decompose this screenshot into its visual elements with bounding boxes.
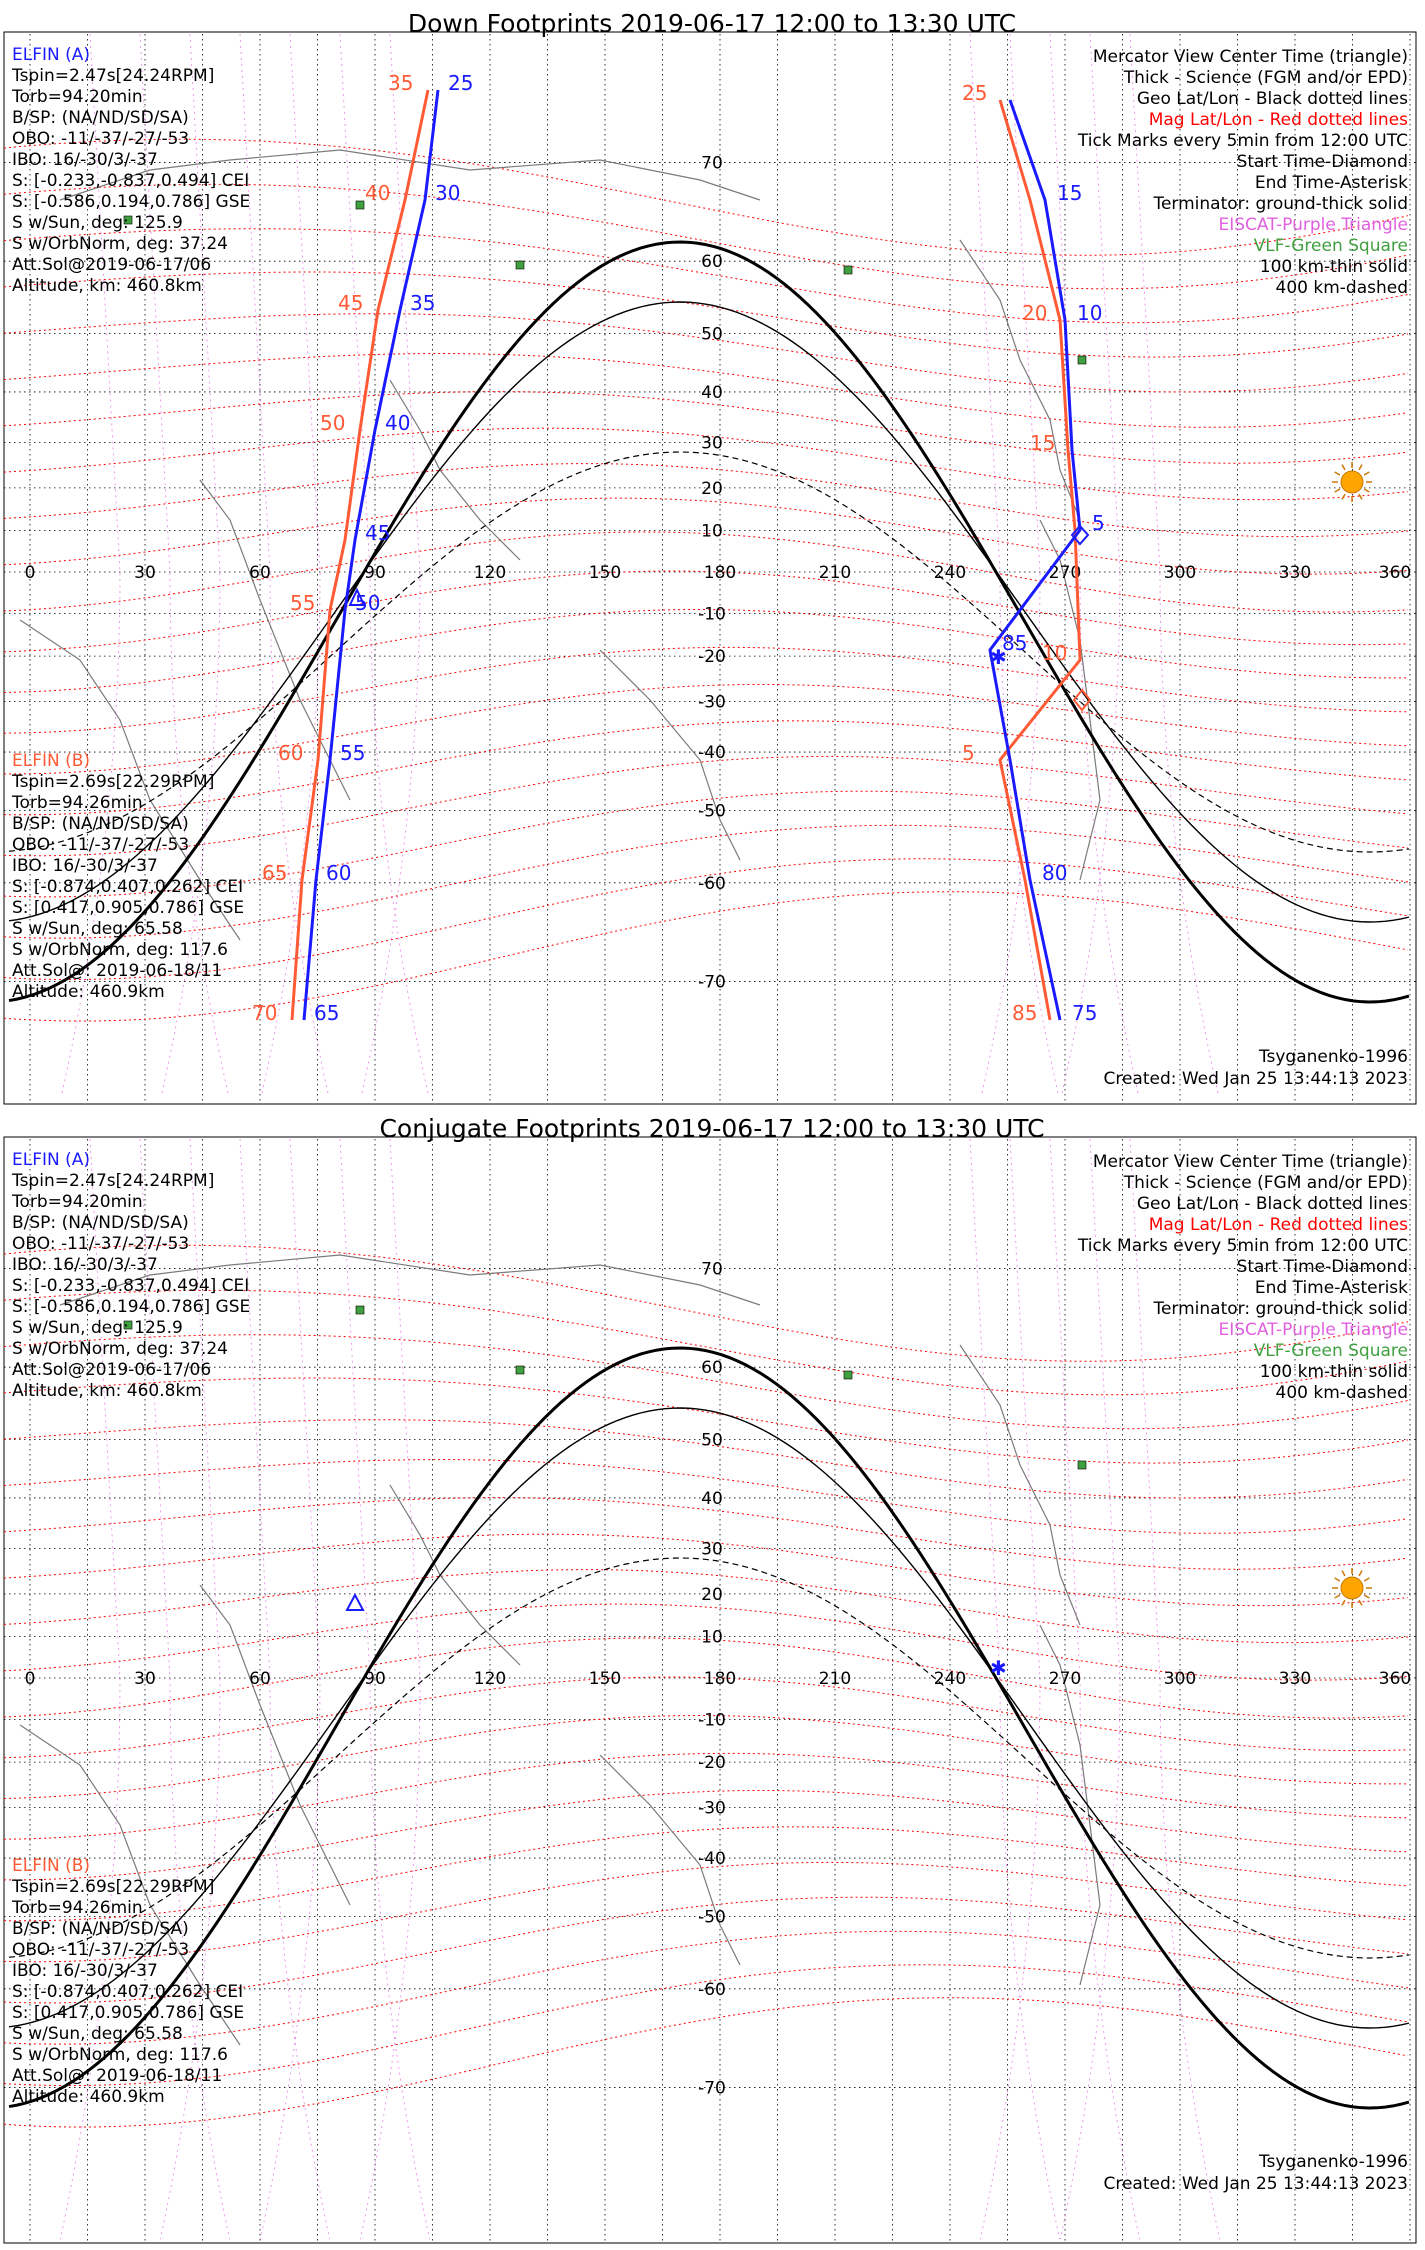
lon-label: 90: [364, 1669, 386, 1689]
tick-label: 65: [262, 861, 288, 885]
vlf-station-marker: [356, 201, 364, 209]
elfin-b-info-line: OBO: -11/-37/-27/-53: [12, 1940, 190, 1960]
lon-label: 120: [473, 563, 507, 583]
elfin-a-info-line: S w/OrbNorm, deg: 37.24: [12, 1339, 229, 1359]
elfin-a-info-line: OBO: -11/-37/-27/-53: [12, 129, 190, 149]
tick-label: 80: [1042, 861, 1068, 885]
tick-label: 50: [355, 591, 381, 615]
elfin-b-info-name: ELFIN (B): [12, 1856, 91, 1876]
elfin-a-info-name: ELFIN (A): [12, 1150, 91, 1170]
elfin-a-info-line: Att.Sol@2019-06-17/06: [12, 1360, 212, 1380]
lon-label: 0: [24, 563, 36, 583]
mag-meridian: [1050, 1139, 1140, 2239]
elfin-a-info-line: S: [-0.586,0.194,0.786] GSE: [12, 1297, 251, 1317]
tick-label: 45: [365, 521, 391, 545]
coastline: [960, 240, 1080, 520]
coastline: [390, 1485, 520, 1665]
elfin-b-info-line: Altitude: 460.9km: [12, 2087, 165, 2107]
lat-label: -30: [698, 692, 726, 713]
sun-ray: [1335, 1595, 1340, 1598]
elfin-a-info-line: B/SP: (NA/ND/SD/SA): [12, 1213, 189, 1233]
tick-label: 65: [314, 1001, 340, 1025]
lon-label: 210: [818, 563, 852, 583]
panel-title: Conjugate Footprints 2019-06-17 12:00 to 13:30 UTC: [379, 1114, 1045, 1143]
tick-label: 60: [278, 741, 304, 765]
legend-entry: 100 km-thin solid: [1259, 257, 1408, 277]
mag-meridian: [360, 1139, 420, 2239]
lat-label: -10: [698, 1710, 726, 1731]
lon-label: 180: [703, 1669, 737, 1689]
lat-label: -40: [698, 743, 726, 764]
lat-label: 70: [701, 1259, 723, 1280]
mag-meridian: [340, 1139, 430, 2239]
tick-label: 5: [1092, 511, 1105, 535]
legend-entry: 100 km-thin solid: [1259, 1362, 1408, 1382]
tick-label: 15: [1057, 181, 1083, 205]
lon-label: 30: [134, 563, 156, 583]
vlf-station-marker: [1078, 356, 1086, 364]
vlf-station-marker: [844, 1371, 852, 1379]
lat-label: 50: [701, 324, 723, 345]
elfin-b-info-line: IBO: 16/-30/3/-37: [12, 856, 158, 876]
elfin-b-info-line: S: [-0.874,0.407,0.262] CEI: [12, 877, 244, 897]
sun-ray: [1342, 1571, 1345, 1576]
tick-label: 45: [338, 291, 364, 315]
elfin-b-info-line: OBO: -11/-37/-27/-53: [12, 835, 190, 855]
legend-entry: End Time-Asterisk: [1254, 173, 1408, 193]
tick-label: 15: [1030, 431, 1056, 455]
elfin-b-info-line: S w/OrbNorm, deg: 117.6: [12, 2045, 229, 2065]
lon-label: 120: [473, 1669, 507, 1689]
elfin-b-info-line: B/SP: (NA/ND/SD/SA): [12, 1919, 189, 1939]
tick-label: 50: [320, 411, 346, 435]
elfin-a-info-line: S: [-0.586,0.194,0.786] GSE: [12, 192, 251, 212]
lon-label: 240: [933, 1669, 967, 1689]
sun-ray: [1335, 1578, 1340, 1581]
legend-entry: End Time-Asterisk: [1254, 1278, 1408, 1298]
tick-label: 35: [410, 291, 436, 315]
legend-entry: Mercator View Center Time (triangle): [1092, 47, 1408, 67]
elfin-a-info-line: Altitude, km: 460.8km: [12, 1381, 202, 1401]
lat-label: -50: [698, 1907, 726, 1928]
elfin-b-info-line: S: [0.417,0.905,0.786] GSE: [12, 898, 245, 918]
elfin-a-info-line: S: [-0.233,-0.837,0.494] CEI: [12, 1276, 250, 1296]
panel-title: Down Footprints 2019-06-17 12:00 to 13:30 UTC: [407, 9, 1017, 38]
lat-label: -70: [698, 972, 726, 993]
tick-label: 75: [1072, 1001, 1098, 1025]
coastline: [960, 1345, 1080, 1625]
legend-entry: Mercator View Center Time (triangle): [1092, 1152, 1408, 1172]
coastline: [390, 380, 520, 560]
legend-entry: VLF-Green Square: [1253, 1341, 1408, 1361]
lon-label: 150: [588, 563, 622, 583]
elfin-b-info-line: Altitude: 460.9km: [12, 982, 165, 1002]
elfin-a-info-line: S w/Sun, deg: 125.9: [12, 1318, 183, 1338]
coastline: [200, 1585, 350, 1905]
sun-ray: [1359, 465, 1362, 470]
lat-label: 30: [701, 433, 723, 454]
elfin-a-info-line: Torb=94.20min: [12, 87, 143, 107]
legend-entry: EISCAT-Purple Triangle: [1218, 1320, 1408, 1340]
lat-label: -30: [698, 1798, 726, 1819]
vlf-station-marker: [1078, 1461, 1086, 1469]
tick-label: 55: [290, 591, 316, 615]
lon-label: 360: [1378, 563, 1412, 583]
lon-label: 0: [24, 1669, 36, 1689]
lat-label: 40: [701, 382, 723, 403]
elfin-a-info-line: S w/OrbNorm, deg: 37.24: [12, 234, 229, 254]
lon-label: 240: [933, 563, 967, 583]
lon-label: 210: [818, 1669, 852, 1689]
elfin-b-info-line: Tspin=2.69s[22.29RPM]: [12, 1877, 215, 1897]
sun-ray: [1359, 494, 1362, 499]
lat-label: -40: [698, 1849, 726, 1870]
elfin-a-info-line: S: [-0.233,-0.837,0.494] CEI: [12, 171, 250, 191]
sun-ray: [1364, 1578, 1369, 1581]
sun-ray: [1335, 489, 1340, 492]
elfin-b-info-line: Att.Sol@: 2019-06-18/11: [12, 961, 223, 981]
elfin-a-info-line: IBO: 16/-30/3/-37: [12, 150, 158, 170]
sun-ray: [1364, 1595, 1369, 1598]
elfin-b-info-line: Tspin=2.69s[22.29RPM]: [12, 772, 215, 792]
lat-label: -50: [698, 801, 726, 822]
legend-entry: 400 km-dashed: [1275, 278, 1408, 298]
tick-label: 35: [388, 71, 414, 95]
mag-meridian: [970, 34, 1058, 1094]
sun-ray: [1364, 489, 1369, 492]
lon-label: 300: [1163, 1669, 1197, 1689]
lat-label: 10: [701, 521, 723, 542]
elfin-b-info-line: S: [0.417,0.905,0.786] GSE: [12, 2003, 245, 2023]
mag-meridian: [970, 1139, 1060, 2239]
lat-label: 60: [701, 1358, 723, 1379]
lon-label: 150: [588, 1669, 622, 1689]
created-label: Created: Wed Jan 25 13:44:13 2023: [1103, 1069, 1408, 1089]
legend-entry: 400 km-dashed: [1275, 1383, 1408, 1403]
lat-label: -10: [698, 604, 726, 625]
panel-down: [4, 9, 1416, 1104]
elfin-a-info-name: ELFIN (A): [12, 45, 91, 65]
elfin-b-info-line: Att.Sol@: 2019-06-18/11: [12, 2066, 223, 2086]
end-asterisk: ✱: [990, 1656, 1007, 1680]
lat-label: 40: [701, 1488, 723, 1509]
model-label: Tsyganenko-1996: [1258, 2152, 1408, 2172]
created-label: Created: Wed Jan 25 13:44:13 2023: [1103, 2174, 1408, 2194]
sun-icon: [1341, 1577, 1363, 1599]
lat-label: 50: [701, 1430, 723, 1451]
elfin-b-info-line: S w/Sun, deg: 65.58: [12, 2024, 183, 2044]
legend-entry: Tick Marks every 5min from 12:00 UTC: [1077, 1236, 1408, 1256]
lat-label: 70: [701, 153, 723, 174]
sun-ray: [1342, 494, 1345, 499]
tick-label: 20: [1022, 301, 1048, 325]
lat-label: 20: [701, 1584, 723, 1605]
lat-label: 30: [701, 1539, 723, 1560]
legend-entry: Start Time-Diamond: [1236, 152, 1408, 172]
elfin-a-info-line: B/SP: (NA/ND/SD/SA): [12, 108, 189, 128]
elfin-b-info-line: S: [-0.874,0.407,0.262] CEI: [12, 1982, 244, 2002]
tick-label: 10: [1077, 301, 1103, 325]
tick-label: 25: [962, 81, 988, 105]
view-center-triangle: [347, 1595, 363, 1610]
elfin-a-info-line: Att.Sol@2019-06-17/06: [12, 255, 212, 275]
elfin-a-info-line: Torb=94.20min: [12, 1192, 143, 1212]
elfin-a-info-line: Tspin=2.47s[24.24RPM]: [12, 1171, 215, 1191]
tick-label: 55: [340, 741, 366, 765]
legend-entry: Geo Lat/Lon - Black dotted lines: [1136, 89, 1408, 109]
lat-label: 10: [701, 1627, 723, 1648]
legend-entry: Thick - Science (FGM and/or EPD): [1123, 1173, 1408, 1193]
lat-label: -70: [698, 2078, 726, 2099]
tick-label: 40: [365, 181, 391, 205]
vlf-station-marker: [516, 261, 524, 269]
tick-label: 5: [962, 741, 975, 765]
legend-entry: Tick Marks every 5min from 12:00 UTC: [1077, 131, 1408, 151]
elfin-b-track: [1000, 100, 1083, 1020]
lat-label: 60: [701, 252, 723, 273]
lon-label: 60: [249, 1669, 271, 1689]
elfin-a-info-line: OBO: -11/-37/-27/-53: [12, 1234, 190, 1254]
tick-label: 60: [326, 861, 352, 885]
elfin-b-track: [292, 90, 428, 1020]
legend-entry: VLF-Green Square: [1253, 236, 1408, 256]
elfin-b-info-line: Torb=94.26min: [12, 793, 143, 813]
panel-conjugate: [4, 1114, 1416, 2250]
lon-label: 180: [703, 563, 737, 583]
legend-entry: Terminator: ground-thick solid: [1153, 194, 1408, 214]
mag-meridian: [980, 1139, 1040, 2239]
lon-label: 330: [1278, 1669, 1312, 1689]
elfin-b-info-line: IBO: 16/-30/3/-37: [12, 1961, 158, 1981]
tick-label: 40: [385, 411, 411, 435]
lon-label: 90: [364, 563, 386, 583]
elfin-b-info-line: S w/OrbNorm, deg: 117.6: [12, 940, 229, 960]
lat-label: -20: [698, 1753, 726, 1774]
tick-label: 85: [1002, 631, 1028, 655]
elfin-b-info-line: Torb=94.26min: [12, 1898, 143, 1918]
lat-label: -60: [698, 873, 726, 894]
vlf-station-marker: [516, 1366, 524, 1374]
tick-label: 70: [252, 1001, 278, 1025]
sun-ray: [1359, 1571, 1362, 1576]
elfin-a-info-line: S w/Sun, deg: 125.9: [12, 213, 183, 233]
sun-icon: [1341, 471, 1363, 493]
tick-label: 30: [435, 181, 461, 205]
lon-label: 270: [1048, 1669, 1082, 1689]
legend-entry: Geo Lat/Lon - Black dotted lines: [1136, 1194, 1408, 1214]
sun-ray: [1364, 472, 1369, 475]
elfin-a-info-line: Tspin=2.47s[24.24RPM]: [12, 66, 215, 86]
lon-label: 30: [134, 1669, 156, 1689]
lon-label: 330: [1278, 563, 1312, 583]
tick-label: 10: [1042, 641, 1068, 665]
sun-ray: [1335, 472, 1340, 475]
vlf-station-marker: [844, 266, 852, 274]
mag-meridian: [260, 1139, 320, 2239]
lon-label: 60: [249, 563, 271, 583]
lon-label: 360: [1378, 1669, 1412, 1689]
elfin-b-info-line: B/SP: (NA/ND/SD/SA): [12, 814, 189, 834]
sun-ray: [1359, 1600, 1362, 1605]
mag-meridian: [1060, 1139, 1120, 2239]
legend-entry: Start Time-Diamond: [1236, 1257, 1408, 1277]
tick-label: 85: [1012, 1001, 1038, 1025]
legend-entry: Mag Lat/Lon - Red dotted lines: [1148, 1215, 1408, 1235]
sun-ray: [1342, 465, 1345, 470]
tick-label: 25: [448, 71, 474, 95]
model-label: Tsyganenko-1996: [1258, 1047, 1408, 1067]
lat-label: -60: [698, 1979, 726, 2000]
lat-label: 20: [701, 478, 723, 499]
legend-entry: Mag Lat/Lon - Red dotted lines: [1148, 110, 1408, 130]
elfin-b-info-line: S w/Sun, deg: 65.58: [12, 919, 183, 939]
legend-entry: Terminator: ground-thick solid: [1153, 1299, 1408, 1319]
elfin-b-info-name: ELFIN (B): [12, 751, 91, 771]
legend-entry: EISCAT-Purple Triangle: [1218, 215, 1408, 235]
lon-label: 270: [1048, 563, 1082, 583]
elfin-a-info-line: IBO: 16/-30/3/-37: [12, 1255, 158, 1275]
end-asterisk: ✱: [990, 645, 1007, 669]
lon-label: 300: [1163, 563, 1197, 583]
legend-entry: Thick - Science (FGM and/or EPD): [1123, 68, 1408, 88]
vlf-station-marker: [356, 1306, 364, 1314]
sun-ray: [1342, 1600, 1345, 1605]
lat-label: -20: [698, 647, 726, 668]
elfin-a-info-line: Altitude, km: 460.8km: [12, 276, 202, 296]
